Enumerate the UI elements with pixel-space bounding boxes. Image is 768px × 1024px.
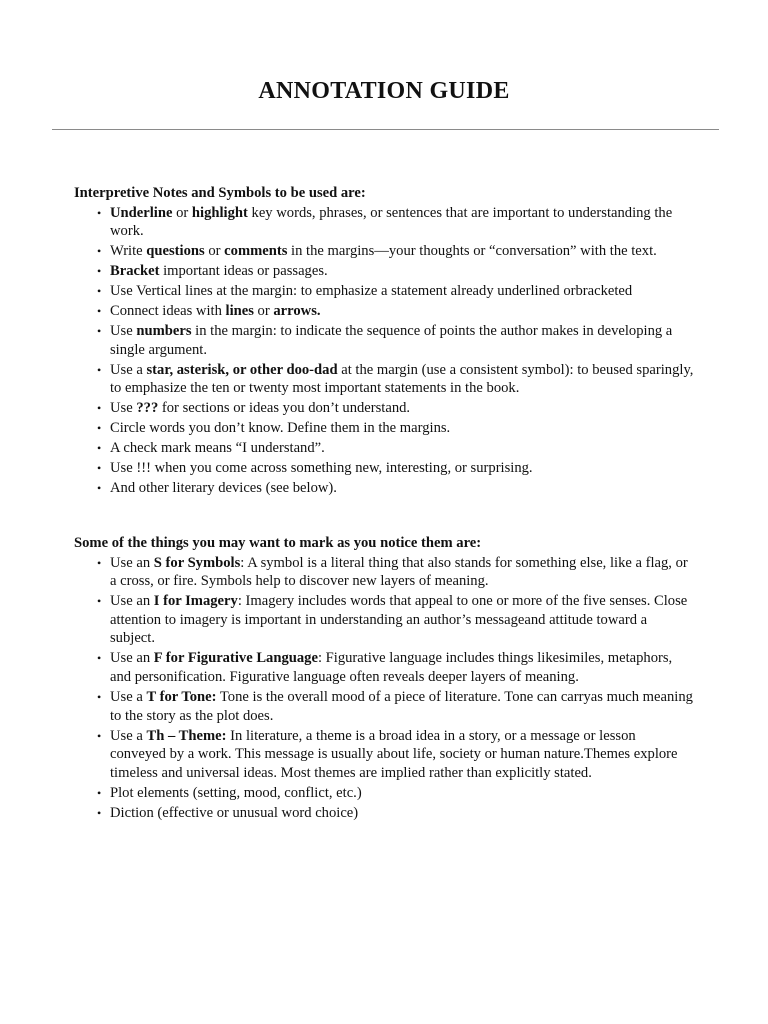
- bullet-icon: •: [97, 555, 102, 570]
- list-item: [74, 804, 694, 823]
- item-text: Plot elements (setting, mood, conflict, etc.): [110, 784, 362, 801]
- list-item: [74, 399, 694, 418]
- bold-term: Underline: [110, 204, 173, 221]
- bullet-icon: •: [97, 785, 102, 800]
- bold-term: S for Symbols: [153, 554, 241, 571]
- list-item: [74, 727, 694, 783]
- bullet-icon: •: [97, 651, 102, 666]
- item-text: at the margin (use a consistent symbol): to beused sparingly, to emphasize the ten or twenty most important statements in the book.: [110, 361, 694, 397]
- item-text: Use an: [110, 554, 154, 571]
- item-text: Use an: [110, 593, 154, 610]
- list-item: [74, 439, 694, 458]
- item-text: And other literary devices (see below).: [110, 480, 337, 497]
- list-item: [74, 554, 694, 591]
- bullet-icon: •: [97, 304, 102, 319]
- item-text: Use an: [110, 650, 154, 667]
- bullet-list: [74, 554, 694, 823]
- section-heading: Some of the things you may want to mark as you notice them are:: [74, 535, 482, 551]
- bullet-icon: •: [97, 594, 102, 609]
- list-item: [74, 688, 694, 725]
- bold-term: I for Imagery: [153, 593, 238, 610]
- title-divider: [52, 129, 719, 130]
- item-text: Circle words you don’t know. Define them in the margins.: [110, 420, 451, 437]
- list-item: [74, 322, 694, 359]
- list-item: [74, 361, 694, 398]
- bullet-icon: •: [97, 205, 102, 220]
- list-item: [74, 649, 694, 686]
- list-item: [74, 204, 694, 241]
- item-text: Use !!! when you come across something new, interesting, or surprising.: [110, 460, 533, 477]
- list-item: [74, 592, 694, 648]
- interpretive-notes-section: [74, 184, 694, 499]
- item-text: : Figurative language includes things likesimiles, metaphors, and personification. Figurative language often reveals deeper layers of meaning.: [110, 650, 673, 685]
- item-text: in the margin: to indicate the sequence of points the author makes in developing a single argument.: [110, 323, 673, 358]
- bold-term: comments: [224, 243, 288, 260]
- bold-term: F for Figurative Language: [153, 650, 318, 667]
- item-text: or: [172, 204, 192, 221]
- bullet-icon: •: [97, 244, 102, 259]
- item-text: or: [204, 243, 225, 260]
- item-text: key words, phrases, or sentences that are important to understanding the work.: [110, 204, 673, 240]
- list-item: [74, 282, 694, 301]
- bold-term: questions: [146, 243, 205, 260]
- bold-term: Bracket: [110, 263, 160, 280]
- item-text: important ideas or passages.: [159, 263, 328, 280]
- section-heading: Interpretive Notes and Symbols to be used are:: [74, 185, 366, 201]
- item-text: Use a: [110, 688, 147, 705]
- item-text: : A symbol is a literal thing that also stands for something else, like a flag, or a cross, or fire. Symbols help to discover new layers of meaning.: [110, 554, 688, 590]
- things-to-mark-section: [74, 534, 694, 824]
- bullet-icon: •: [97, 401, 102, 416]
- bold-term: arrows.: [273, 303, 321, 320]
- bold-term: T for Tone:: [146, 688, 217, 705]
- list-item: [74, 262, 694, 281]
- item-text: Use: [110, 323, 137, 340]
- item-text: Connect ideas with: [110, 303, 226, 320]
- bullet-icon: •: [97, 264, 102, 279]
- list-item: [74, 302, 694, 321]
- bullet-icon: •: [97, 362, 102, 377]
- item-text: Use: [110, 400, 137, 417]
- bullet-icon: •: [97, 689, 102, 704]
- item-text: Use a: [110, 727, 147, 744]
- page-title: ANNOTATION GUIDE: [258, 78, 510, 104]
- bullet-icon: •: [97, 441, 102, 456]
- bullet-list: [74, 204, 694, 498]
- bold-term: Th – Theme:: [146, 727, 227, 744]
- item-text: Tone is the overall mood of a piece of literature. Tone can carryas much meaning to the story as the plot does.: [110, 688, 693, 724]
- bold-term: ???: [136, 400, 159, 417]
- item-text: : Imagery includes words that appeal to one or more of the five senses. Close attention to imagery is important in understanding an author’s messageand attitude toward a subject.: [110, 593, 688, 647]
- bullet-icon: •: [97, 461, 102, 476]
- bold-term: numbers: [136, 323, 192, 340]
- item-text: Diction (effective or unusual word choice): [110, 804, 359, 821]
- list-item: [74, 242, 694, 261]
- bullet-icon: •: [97, 324, 102, 339]
- bold-term: lines: [225, 303, 254, 320]
- bullet-icon: •: [97, 728, 102, 743]
- bold-term: highlight: [191, 204, 248, 221]
- item-text: Use a: [110, 361, 147, 378]
- list-item: [74, 479, 694, 498]
- item-text: for sections or ideas you don’t understand.: [158, 400, 411, 417]
- item-text: in the margins—your thoughts or “conversation” with the text.: [287, 243, 657, 260]
- bullet-icon: •: [97, 805, 102, 820]
- list-item: [74, 419, 694, 438]
- list-item: [74, 784, 694, 803]
- item-text: A check mark means “I understand”.: [110, 440, 325, 457]
- bullet-icon: •: [97, 421, 102, 436]
- item-text: Write: [110, 243, 147, 260]
- item-text: In literature, a theme is a broad idea in a story, or a message or lesson conveyed by a work. This message is usually about life, society or human nature.Themes explore timeless and universal ideas. Most themes are implied rather than explicitly stated.: [110, 727, 678, 781]
- bullet-icon: •: [97, 481, 102, 496]
- list-item: [74, 459, 694, 478]
- bullet-icon: •: [97, 284, 102, 299]
- item-text: or: [253, 303, 274, 320]
- bold-term: star, asterisk, or other doo-dad: [146, 361, 338, 378]
- item-text: Use Vertical lines at the margin: to emphasize a statement already underlined orbracketed: [110, 283, 633, 300]
